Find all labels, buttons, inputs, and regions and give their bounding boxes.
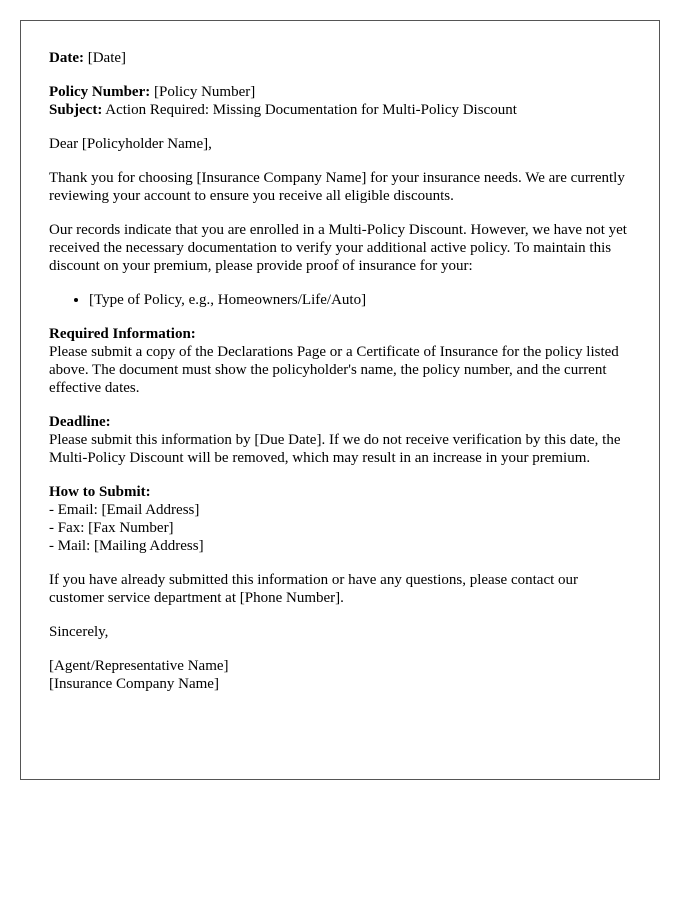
- submit-email: - Email: [Email Address]: [49, 502, 200, 518]
- deadline-section: [49, 413, 631, 467]
- submit-mail: - Mail: [Mailing Address]: [49, 538, 204, 554]
- deadline-heading: Deadline:: [49, 414, 111, 430]
- records-paragraph: Our records indicate that you are enrolled in a Multi-Policy Discount. However, we have not yet received the necessary documentation to verify your additional active policy. To maintain this discount on your premium, please provide proof of insurance for your:: [49, 222, 627, 274]
- intro-paragraph: Thank you for choosing [Insurance Company Name] for your insurance needs. We are currently reviewing your account to ensure you receive all eligible discounts.: [49, 170, 625, 204]
- subject-label: Subject:: [49, 102, 103, 118]
- signature-name: [Agent/Representative Name]: [49, 658, 229, 674]
- required-info-section: [49, 325, 631, 397]
- policy-number-line: [49, 83, 631, 101]
- signoff: Sincerely,: [49, 624, 109, 640]
- deadline-text: Please submit this information by [Due Date]. If we do not receive verification by this date, the Multi-Policy Discount will be removed, which may result in an increase in your premium.: [49, 432, 621, 466]
- date-label: Date:: [49, 50, 84, 66]
- date-value: [Date]: [87, 50, 127, 66]
- how-to-submit-section: [49, 483, 631, 555]
- policy-type-list: [49, 291, 631, 309]
- list-item: • [Type of Policy, e.g., Homeowners/Life/Auto]: [89, 291, 631, 309]
- policy-number-value: [Policy Number]: [153, 84, 256, 100]
- policy-number-label: Policy Number:: [49, 84, 151, 100]
- header-block: [49, 83, 631, 119]
- signature-block: [49, 657, 631, 693]
- required-info-heading: Required Information:: [49, 326, 196, 342]
- greeting: Dear [Policyholder Name],: [49, 136, 212, 152]
- subject-line: [49, 101, 631, 119]
- submit-fax: - Fax: [Fax Number]: [49, 520, 174, 536]
- closing-paragraph: If you have already submitted this information or have any questions, please contact our customer service department at [Phone Number].: [49, 572, 579, 606]
- date-line: [49, 49, 631, 67]
- how-to-submit-heading: How to Submit:: [49, 484, 151, 500]
- signature-company: [Insurance Company Name]: [49, 676, 219, 692]
- letter-document: [20, 20, 660, 780]
- subject-value: Action Required: Missing Documentation for Multi-Policy Discount: [105, 102, 517, 118]
- required-info-text: Please submit a copy of the Declarations Page or a Certificate of Insurance for the policy listed above. The document must show the policyholder's name, the policy number, and the current effective dates.: [49, 344, 619, 396]
